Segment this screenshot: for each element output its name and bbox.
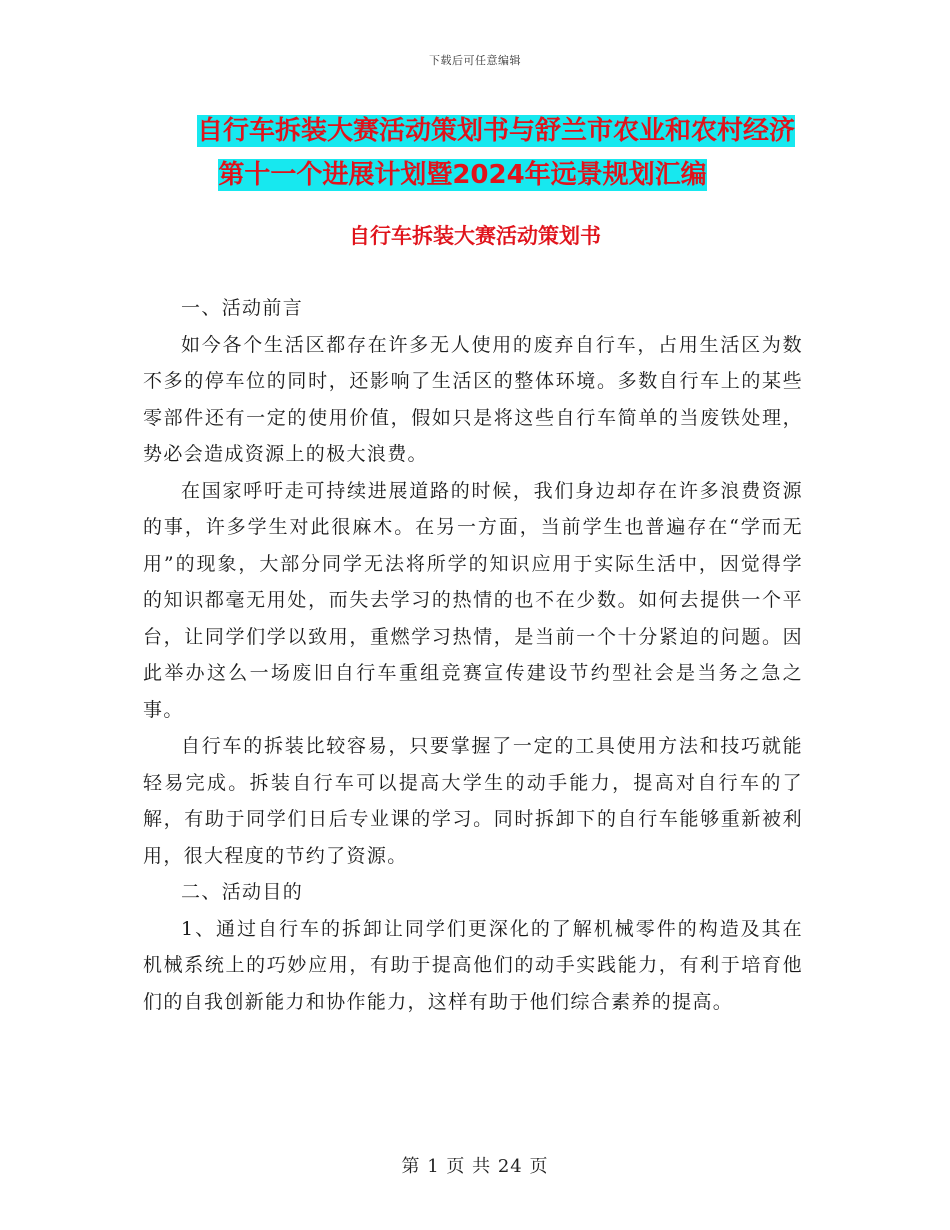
paragraph: 自行车的拆装比较容易，只要掌握了一定的工具使用方法和技巧就能轻易完成。拆装自行车可以提高大学生的动手能力，提高对自行车的了解，有助于同学们日后专业课的学习。同时拆卸下的自行车能够重新被利用，很大程度的节约了资源。 xyxy=(143,735,803,867)
page-number-footer: 第 1 页 共 24 页 xyxy=(401,1156,549,1177)
paragraph: 1、通过自行车的拆卸让同学们更深化的了解机械零件的构造及其在机械系统上的巧妙应用，有助于提高他们的动手实践能力，有利于培育他们的自我创新能力和协作能力，这样有助于他们综合素养的提高。 xyxy=(143,917,803,1013)
section-title: 自行车拆装大赛活动策划书 xyxy=(349,224,601,248)
document-title-text-1: 自行车拆装大赛活动策划书与舒兰市农业和农村经济 xyxy=(196,116,795,146)
document-body xyxy=(143,290,803,1020)
document-title-line-2 xyxy=(0,152,950,198)
paragraph: 如今各个生活区都存在许多无人使用的废弃自行车，占用生活区为数不多的停车位的同时，还影响了生活区的整体环境。多数自行车上的某些零部件还有一定的使用价值，假如只是将这些自行车简单的当废铁处理，势必会造成资源上的极大浪费。 xyxy=(143,333,803,465)
document-title-line-1 xyxy=(0,108,950,154)
heading-activity-purpose: 二、活动目的 xyxy=(181,881,304,903)
paragraph: 在国家呼吁走可持续进展道路的时候，我们身边却存在许多浪费资源的事，许多学生对此很麻木。在另一方面，当前学生也普遍存在“学而无用”的现象，大部分同学无法将所学的知识应用于实际生活中，因觉得学的知识都毫无用处，而失去学习的热情的也不在少数。如何去提供一个平台，让同学们学以致用，重燃学习热情，是当前一个十分紧迫的问题。因此举办这么一场废旧自行车重组竞赛宣传建设节约型社会是当务之急之事。 xyxy=(143,479,803,721)
document-title-text-2: 第十一个进展计划暨2024年远景规划汇编 xyxy=(218,160,707,190)
header-note: 下载后可任意编辑 xyxy=(429,54,521,67)
heading-activity-preface: 一、活动前言 xyxy=(181,297,304,319)
